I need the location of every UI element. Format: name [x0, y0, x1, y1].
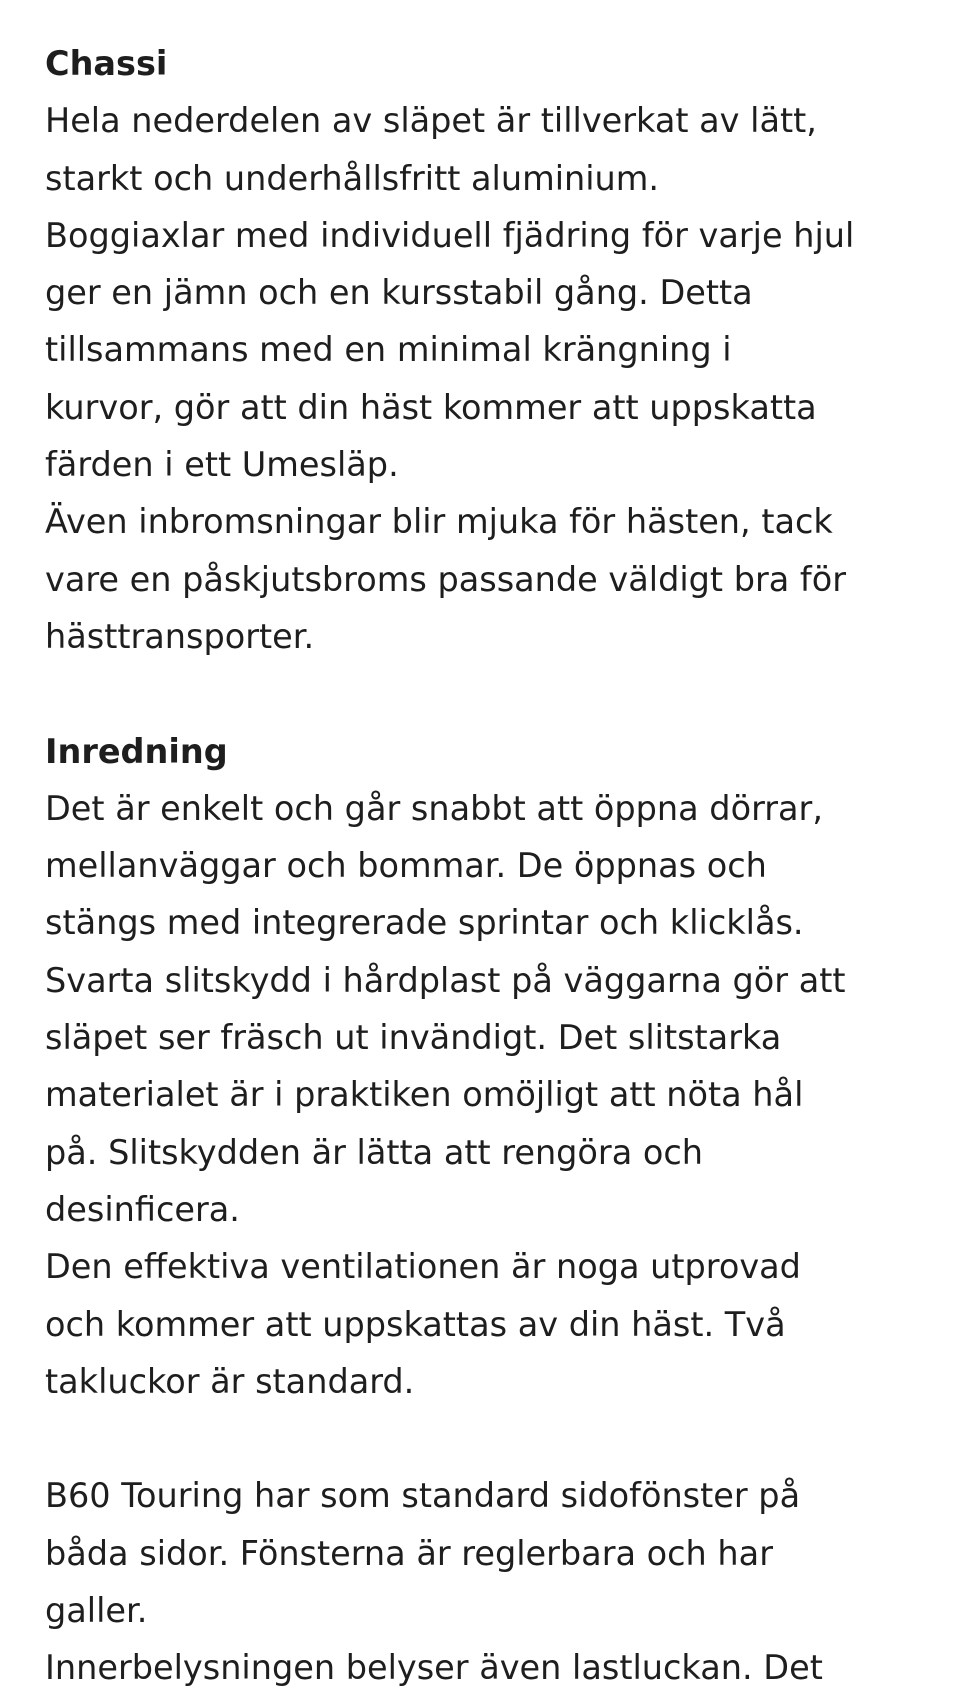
- paragraph-gap: [45, 665, 925, 722]
- paragraph-line: släpet ser fräsch ut invändigt. Det slitstarka: [45, 1018, 782, 1058]
- paragraph-line: Svarta slitskydd i hårdplast på väggarna gör att: [45, 960, 846, 1000]
- section-heading-chassi: Chassi: [45, 44, 168, 83]
- paragraph-line: och kommer att uppskattas av din häst. Två: [45, 1304, 786, 1344]
- paragraph-line: båda sidor. Fönsterna är reglerbara och har: [45, 1533, 773, 1573]
- paragraph-line: ger en jämn och en kursstabil gång. Detta: [45, 273, 753, 313]
- paragraph-line: hästtransporter.: [45, 616, 315, 656]
- paragraph-line: mellanväggar och bommar. De öppnas och: [45, 846, 767, 886]
- paragraph-gap: [45, 1410, 925, 1467]
- paragraph-line: Även inbromsningar blir mjuka för hästen, tack: [45, 502, 833, 542]
- paragraph-line: Det är enkelt och går snabbt att öppna dörrar,: [45, 788, 823, 828]
- paragraph-line: tillsammans med en minimal krängning i: [45, 330, 732, 370]
- paragraph-line: takluckor är standard.: [45, 1361, 415, 1401]
- paragraph-line: vare en påskjutsbroms passande väldigt bra för: [45, 559, 846, 599]
- paragraph-line: på. Slitskydden är lätta att rengöra och: [45, 1132, 704, 1172]
- paragraph-line: B60 Touring har som standard sidofönster på: [45, 1476, 801, 1516]
- paragraph-line: desinficera.: [45, 1189, 240, 1229]
- paragraph-line: stängs med integrerade sprintar och klicklås.: [45, 903, 804, 943]
- paragraph-line: galler.: [45, 1591, 148, 1631]
- paragraph-line: starkt och underhållsfritt aluminium.: [45, 158, 660, 198]
- paragraph-line: kurvor, gör att din häst kommer att uppskatta: [45, 387, 817, 427]
- paragraph-line: Innerbelysningen belyser även lastluckan. Det: [45, 1648, 823, 1688]
- article-body: [45, 35, 925, 1697]
- section-heading-inredning: Inredning: [45, 731, 228, 771]
- paragraph-line: Hela nederdelen av släpet är tillverkat av lätt,: [45, 101, 817, 141]
- paragraph-line: Den effektiva ventilationen är noga utprovad: [45, 1247, 801, 1287]
- paragraph-line: Boggiaxlar med individuell fjädring för varje hjul: [45, 215, 855, 255]
- paragraph-line: färden i ett Umesläp.: [45, 445, 399, 485]
- paragraph-line: materialet är i praktiken omöjligt att nöta hål: [45, 1075, 804, 1115]
